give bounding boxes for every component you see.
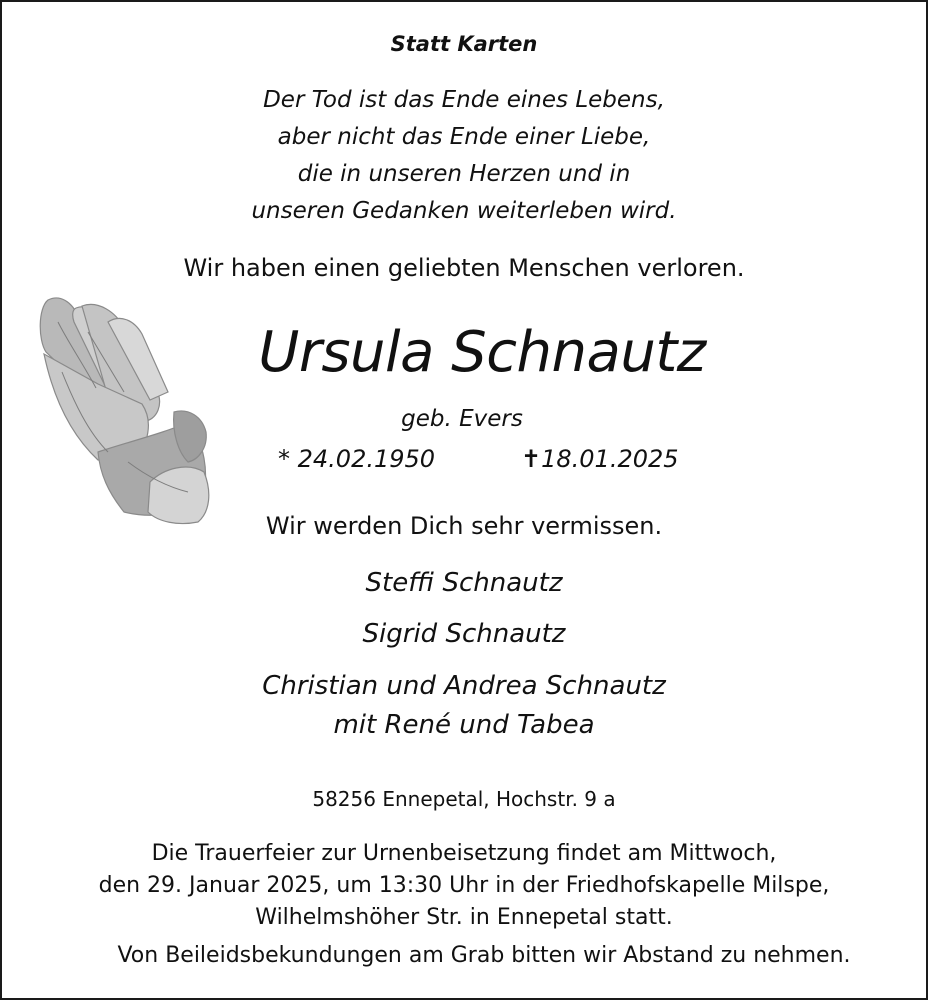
signatory: mit René und Tabea (333, 710, 595, 740)
ceremony-line: Die Trauerfeier zur Urnenbeisetzung findet am Mittwoch, (151, 841, 777, 866)
quote-line: Der Tod ist das Ende eines Lebens, (263, 87, 665, 113)
quote-line: die in unseren Herzen und in (297, 161, 631, 187)
signatory: Sigrid Schnautz (362, 619, 566, 649)
deceased-name: Ursula Schnautz (258, 320, 706, 385)
condolence-note: Von Beileidsbekundungen am Grab bitten wir Abstand zu nehmen. (117, 943, 851, 968)
miss-text: Wir werden Dich sehr vermissen. (265, 512, 663, 540)
intro-text: Wir haben einen geliebten Menschen verloren. (183, 254, 745, 282)
address: 58256 Ennepetal, Hochstr. 9 a (312, 787, 616, 811)
ceremony-line: Wilhelmshöher Str. in Ennepetal statt. (255, 905, 673, 930)
quote-line: aber nicht das Ende einer Liebe, (277, 124, 651, 150)
header-text: Statt Karten (390, 32, 538, 56)
signatory: Steffi Schnautz (365, 568, 563, 598)
maiden-name: geb. Evers (401, 406, 523, 432)
memorial-quote (2, 82, 926, 230)
ceremony-line: den 29. Januar 2025, um 13:30 Uhr in der Friedhofskapelle Milspe, (98, 873, 830, 898)
death-date: ✝18.01.2025 (521, 445, 679, 473)
signatory: Christian und Andrea Schnautz (262, 671, 666, 701)
quote-line: unseren Gedanken weiterleben wird. (251, 198, 677, 224)
ceremony-info (2, 838, 926, 934)
praying-hands-icon (38, 292, 218, 527)
birth-date: * 24.02.1950 (278, 445, 436, 473)
